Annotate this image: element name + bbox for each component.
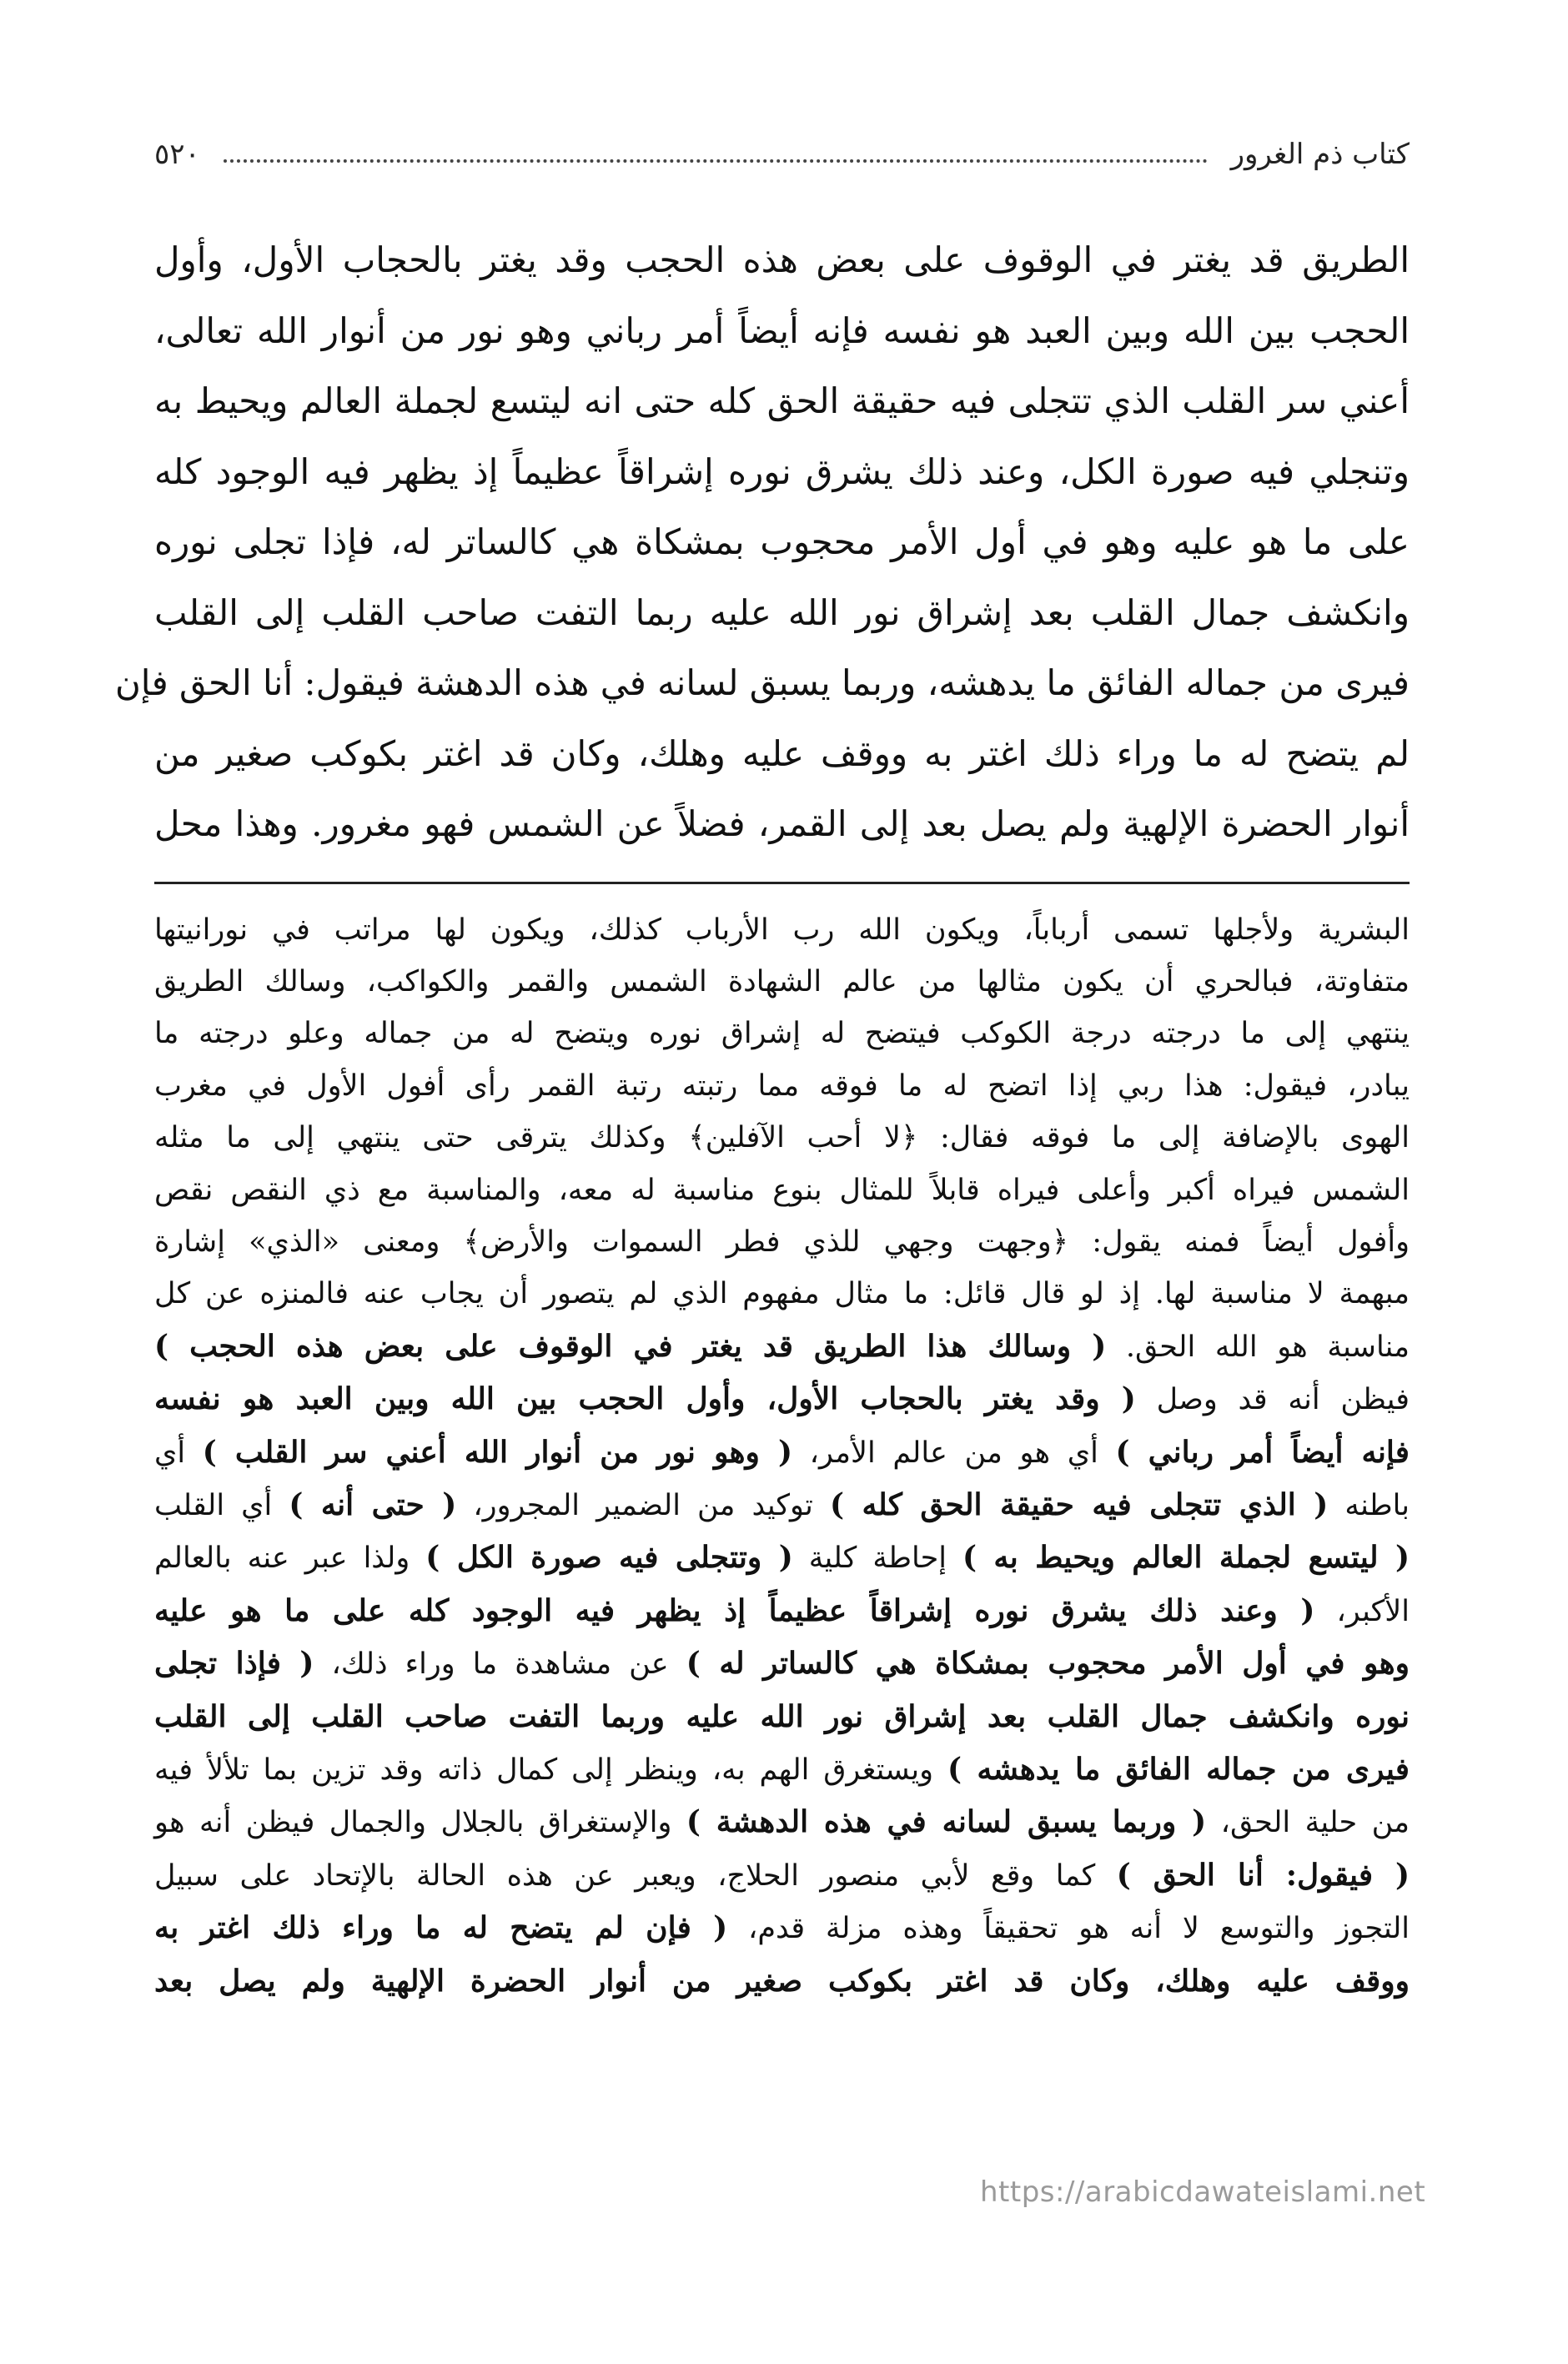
watermark-url: https://arabicdawateislami.net xyxy=(980,2175,1426,2209)
commentary-text: التجوز والتوسع لا أنه هو تحقيقاً وهذه مزلة قدم، xyxy=(727,1912,1410,1946)
commentary-text: عن مشاهدة ما وراء ذلك، xyxy=(314,1647,686,1682)
quoted-main-text: نوره وانكشف جمال القلب بعد إشراق نور الله عليه وربما التفت صاحب القلب إلى القلب xyxy=(154,1698,1410,1734)
quoted-main-text: ( ليتسع لجملة العالم ويحيط به ) xyxy=(962,1540,1410,1576)
quoted-main-text: فيرى من جماله الفائق ما يدهشه ) xyxy=(947,1752,1410,1787)
commentary-text: فيظن أنه قد وصل xyxy=(1135,1383,1410,1417)
footnote-separator xyxy=(154,882,1410,884)
commentary-text: والإستغراق بالجلال والجمال فيظن أنه هو xyxy=(154,1806,686,1840)
main-text-line: الحجب بين الله وبين العبد هو نفسه فإنه أيضاً أمر رباني وهو نور من أنوار الله تعالى، xyxy=(154,309,1410,351)
main-text-block xyxy=(114,225,1410,860)
main-text-line: على ما هو عليه وهو في أول الأمر محجوب بمشكاة هي كالساتر له، فإذا تجلى نوره xyxy=(154,521,1410,562)
commentary-text: الشمس فيراه أكبر وأعلى فيراه قابلاً للمثال بنوع مناسبة له معه، والمناسبة مع ذي النقص نقص xyxy=(154,1173,1410,1207)
quoted-main-text: ( وتتجلى فيه صورة الكل ) xyxy=(425,1540,793,1576)
quoted-main-text: فإنه أيضاً أمر رباني ) xyxy=(1115,1434,1410,1470)
quoted-main-text: وهو في أول الأمر محجوب بمشكاة هي كالساتر له ) xyxy=(686,1646,1410,1682)
commentary-line xyxy=(154,1320,1410,1373)
commentary-text: أي القلب xyxy=(154,1488,289,1522)
commentary-text: ولذا عبر عنه بالعالم xyxy=(154,1542,426,1576)
commentary-text: أي هو من عالم الأمر، xyxy=(792,1436,1116,1470)
commentary-text: إحاطة كلية xyxy=(792,1542,962,1576)
dotted-leader xyxy=(224,159,1208,163)
commentary-text: البشرية ولأجلها تسمى أرباباً، ويكون الله رب الأرباب كذلك، ويكون لها مراتب في نورانيتها xyxy=(154,913,1410,947)
section-title: كتاب ذم الغرور xyxy=(1230,138,1410,171)
main-text-line: وانكشف جمال القلب بعد إشراق نور الله عليه ربما التفت صاحب القلب إلى القلب xyxy=(154,591,1410,633)
commentary-line xyxy=(154,1532,1410,1584)
commentary-text: يبادر، فيقول: هذا ربي إذا اتضح له ما فوقه مما رتبته رتبة القمر رأى أفول الأول في مغرب xyxy=(154,1069,1410,1103)
commentary-text: أي xyxy=(154,1436,203,1470)
quoted-main-text: ( وعند ذلك يشرق نوره إشراقاً عظيماً إذ يظهر فيه الوجود كله على ما هو عليه xyxy=(154,1592,1315,1628)
commentary-text: باطنه xyxy=(1328,1488,1410,1522)
quoted-main-text: ( وربما يسبق لسانه في هذه الدهشة ) xyxy=(686,1804,1207,1840)
commentary-line xyxy=(154,1060,1410,1112)
commentary-line xyxy=(154,1008,1410,1059)
main-text-line: أنوار الحضرة الإلهية ولم يصل بعد إلى القمر، فضلاً عن الشمس فهو مغرور. وهذا محل xyxy=(154,803,1410,844)
commentary-text: الأكبر، xyxy=(1314,1594,1410,1628)
commentary-line xyxy=(154,1373,1410,1426)
commentary-line xyxy=(154,956,1410,1008)
main-text-line: لم يتضح له ما وراء ذلك اغتر به ووقف عليه وهلك، وكان قد اغتر بكوكب صغير من xyxy=(154,732,1410,774)
commentary-text: مبهمة لا مناسبة لها. إذ لو قال قائل: ما مثال مفهوم الذي لم يتصور أن يجاب عنه فالمنزه عن كل xyxy=(154,1277,1410,1311)
commentary-line xyxy=(154,1216,1410,1268)
main-text-line: الطريق قد يغتر في الوقوف على بعض هذه الحجب وقد يغتر بالحجاب الأول، وأول xyxy=(154,239,1410,280)
commentary-text: الهوى بالإضافة إلى ما فوقه فقال: ﴿لا أحب الآفلين﴾ وكذلك يترقى حتى ينتهي إلى ما مثله xyxy=(154,1121,1410,1155)
main-text-line: وتنجلي فيه صورة الكل، وعند ذلك يشرق نوره إشراقاً عظيماً إذ يظهر فيه الوجود كله xyxy=(154,450,1410,492)
commentary-text: ينتهي إلى ما درجته درجة الكوكب فيتضح له إشراق نوره ويتضح له من جماله وعلو درجته ما xyxy=(154,1017,1410,1051)
running-head xyxy=(1231,138,1410,171)
commentary-line xyxy=(154,1112,1410,1164)
main-text-line: فيرى من جماله الفائق ما يدهشه، وربما يسبق لسانه في هذه الدهشة فيقول: أنا الحق فإن xyxy=(114,662,1410,703)
commentary-line xyxy=(154,1479,1410,1532)
commentary-line xyxy=(154,1796,1410,1848)
commentary-line xyxy=(154,1637,1410,1690)
commentary-line xyxy=(154,1164,1410,1216)
commentary-line xyxy=(154,904,1410,956)
quoted-main-text: ( وقد يغتر بالحجاب الأول، وأول الحجب بين الله وبين العبد هو نفسه xyxy=(154,1381,1136,1417)
page-header xyxy=(154,125,1410,184)
commentary-line xyxy=(154,1902,1410,1954)
book-page xyxy=(114,125,1410,2294)
commentary-line xyxy=(154,1585,1410,1637)
commentary-text: وأفول أيضاً فمنه يقول: ﴿وجهت وجهي للذي فطر السموات والأرض﴾ ومعنى «الذي» إشارة xyxy=(154,1225,1410,1259)
commentary-block xyxy=(154,904,1410,2009)
commentary-line xyxy=(154,1743,1410,1796)
quoted-main-text: ووقف عليه وهلك، وكان قد اغتر بكوكب صغير من أنوار الحضرة الإلهية ولم يصل بعد xyxy=(154,1963,1410,1999)
commentary-text: ويستغرق الهم به، وينظر إلى كمال ذاته وقد تزين بما تلألأ فيه xyxy=(154,1753,947,1787)
quoted-main-text: ( وسالك هذا الطريق قد يغتر في الوقوف على بعض هذه الحجب ) xyxy=(154,1328,1107,1364)
page-number: ٥٢٠ xyxy=(154,138,200,171)
commentary-line xyxy=(154,1955,1410,2008)
main-text-line: أعني سر القلب الذي تتجلى فيه حقيقة الحق كله حتى انه ليتسع لجملة العالم ويحيط به xyxy=(154,380,1410,421)
quoted-main-text: ( فإن لم يتضح له ما وراء ذلك اغتر به xyxy=(154,1910,728,1946)
commentary-text: من حلية الحق، xyxy=(1206,1806,1410,1840)
quoted-main-text: ( فإذا تجلى xyxy=(154,1646,314,1682)
commentary-text: مناسبة هو الله الحق. xyxy=(1106,1330,1410,1364)
quoted-main-text: ( فيقول: أنا الحق ) xyxy=(1116,1857,1410,1893)
commentary-text: متفاوتة، فبالحري أن يكون مثالها من عالم الشهادة الشمس والقمر والكواكب، وسالك الطريق xyxy=(154,964,1410,998)
commentary-line xyxy=(154,1268,1410,1320)
commentary-text: كما وقع لأبي منصور الحلاج، ويعبر عن هذه الحالة بالإتحاد على سبيل xyxy=(154,1859,1117,1893)
commentary-line xyxy=(154,1426,1410,1479)
quoted-main-text: ( الذي تتجلى فيه حقيقة الحق كله ) xyxy=(829,1486,1329,1522)
commentary-text: توكيد من الضمير المجرور، xyxy=(456,1488,830,1522)
quoted-main-text: ( حتى أنه ) xyxy=(289,1486,457,1522)
commentary-line xyxy=(154,1691,1410,1743)
quoted-main-text: ( وهو نور من أنوار الله أعني سر القلب ) xyxy=(202,1434,793,1470)
commentary-line xyxy=(154,1849,1410,1902)
